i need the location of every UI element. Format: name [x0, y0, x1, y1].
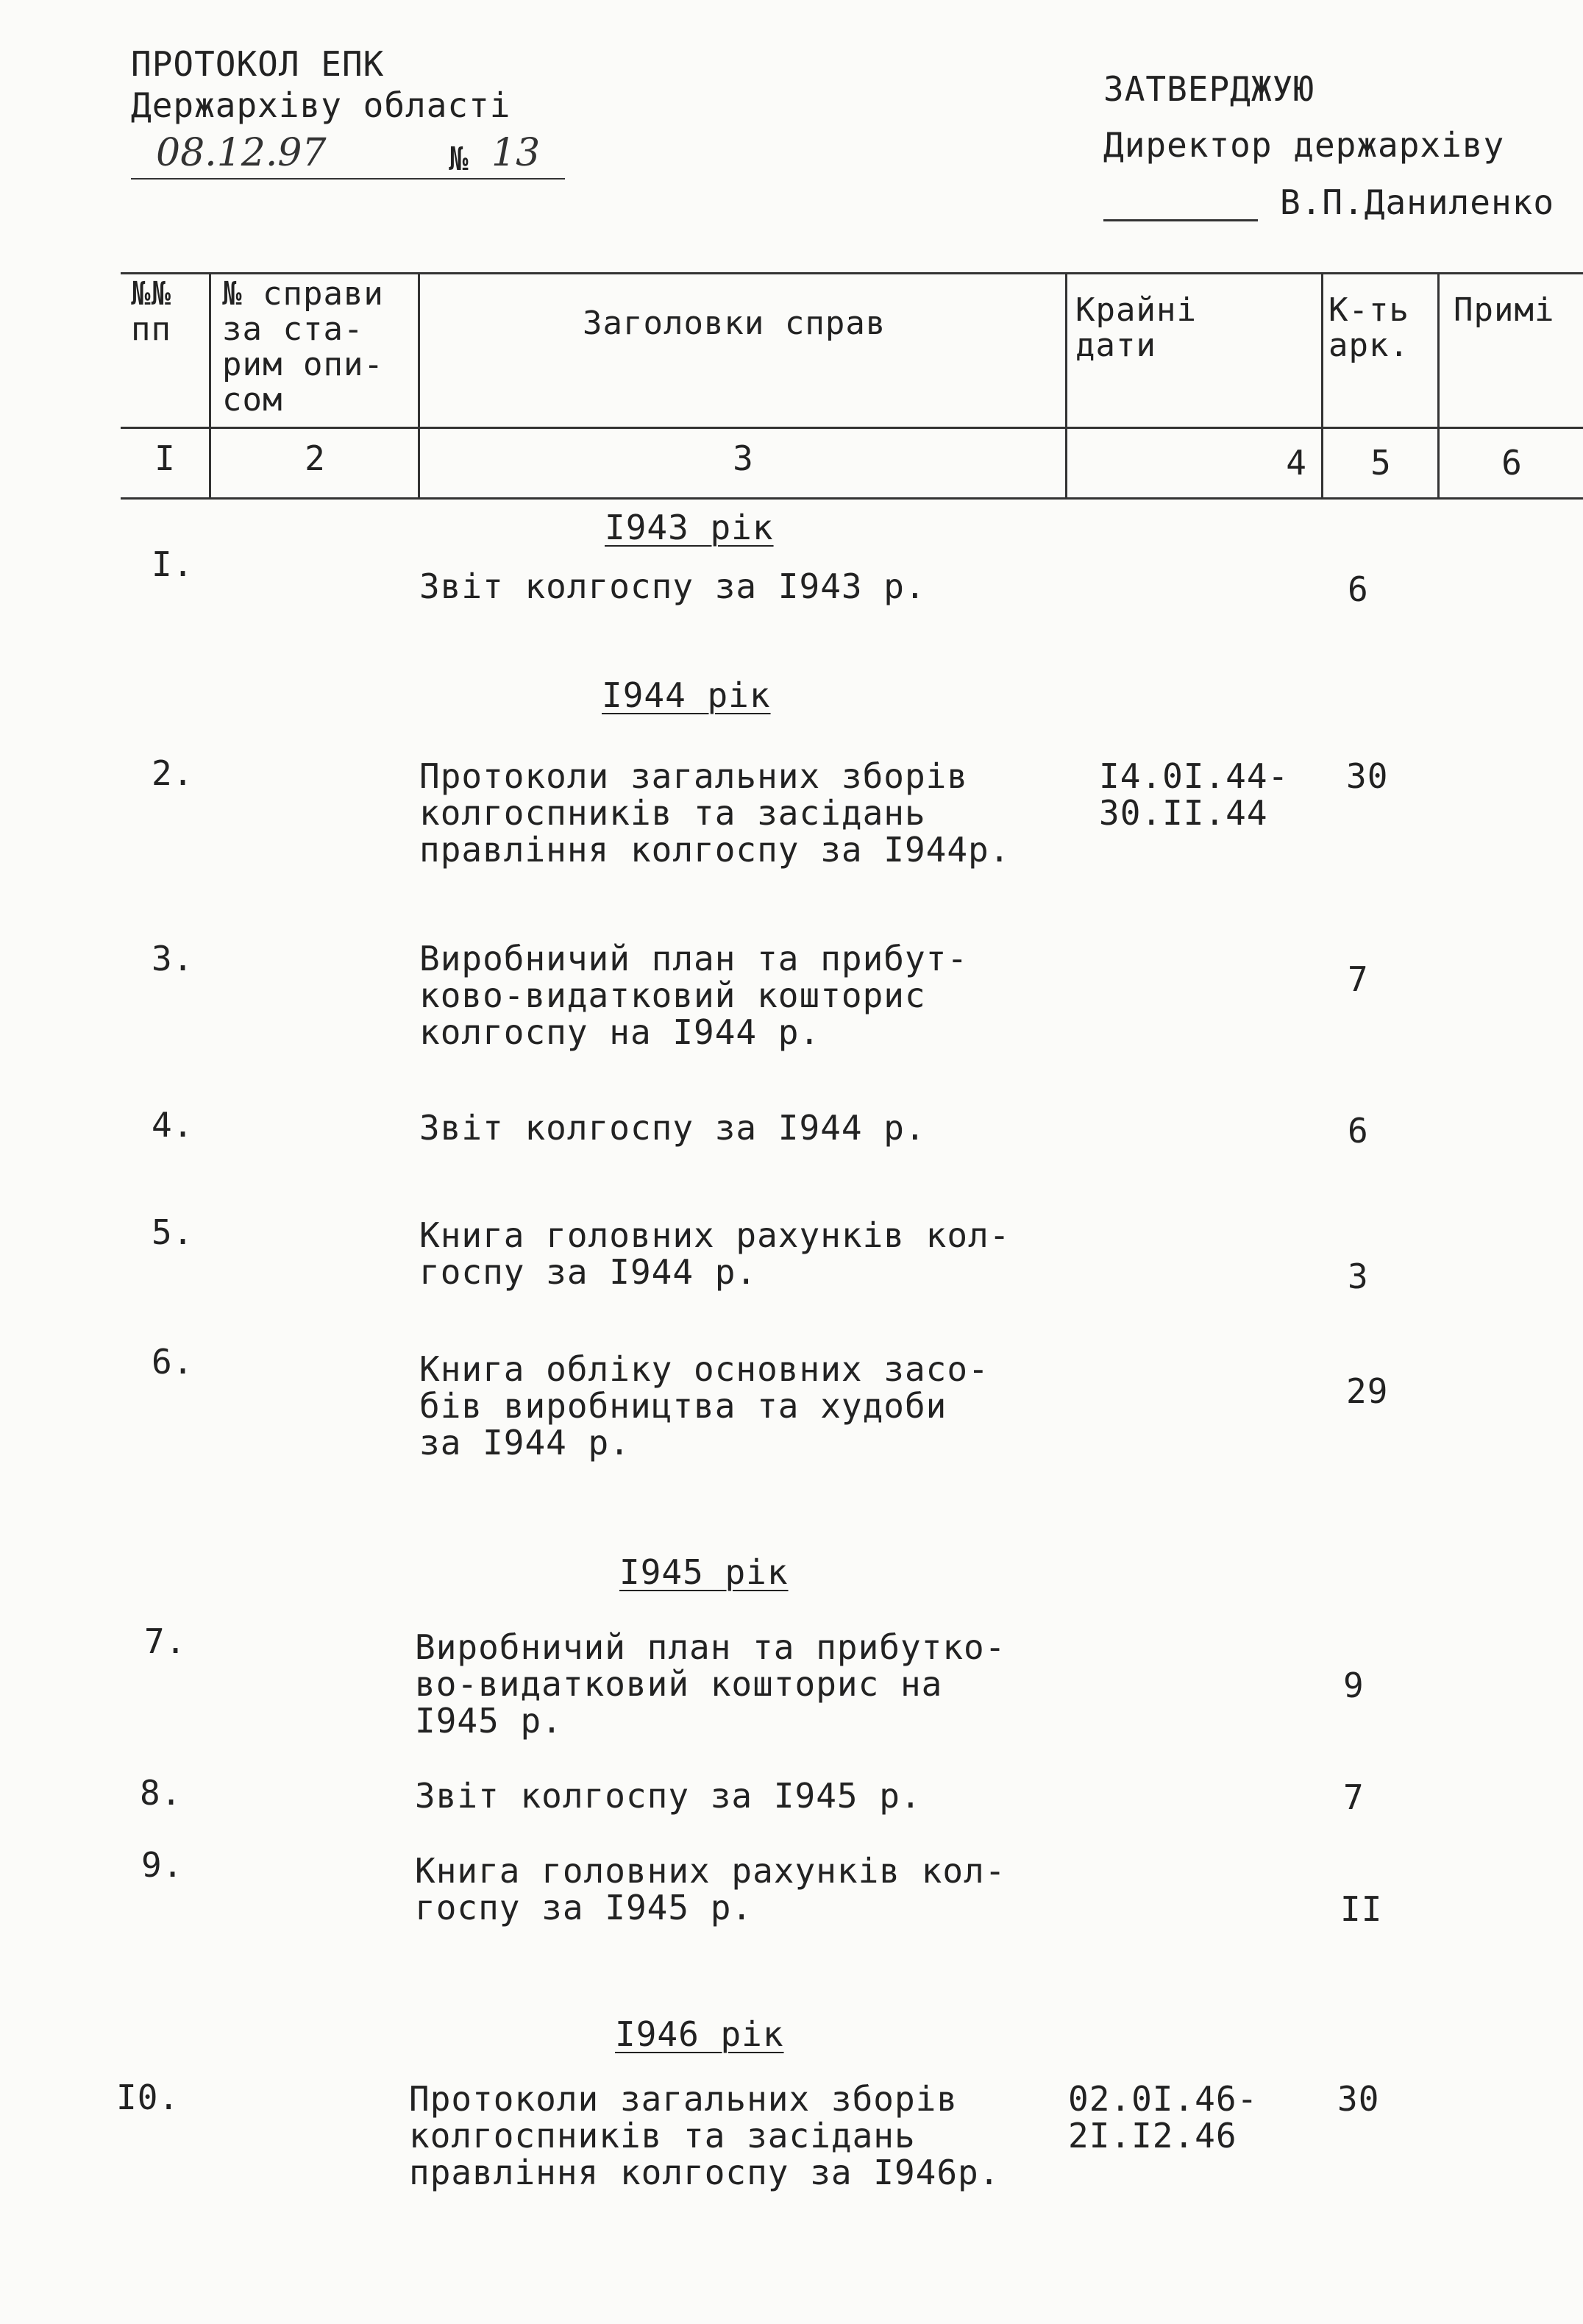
year-heading: I945 рік	[619, 1552, 789, 1592]
year-heading: I944 рік	[602, 675, 771, 715]
case-title: Звіт колгоспу за I943 р.	[419, 566, 926, 606]
table-header	[121, 272, 1583, 508]
row-number: 8.	[140, 1773, 182, 1813]
column-divider	[1437, 272, 1440, 499]
approval-signature-name: В.П.Даниленко	[1280, 182, 1555, 222]
sheet-count: 9	[1343, 1666, 1365, 1705]
protocol-number: 13	[491, 131, 541, 175]
row-number: 6.	[152, 1342, 194, 1382]
column-number: 3	[733, 438, 753, 478]
sheet-count: 6	[1348, 569, 1369, 609]
protocol-date-underline	[131, 178, 565, 180]
row-number: 9.	[141, 1845, 184, 1885]
column-number: 4	[1286, 443, 1306, 483]
column-divider	[418, 272, 420, 499]
column-number: 5	[1370, 443, 1391, 483]
row-number: 7.	[144, 1621, 187, 1661]
case-title: Виробничий план та прибут- ково-видатковий кошторис колгоспу на I944 р.	[419, 939, 969, 1052]
sheet-count: II	[1340, 1889, 1383, 1929]
row-number: 5.	[152, 1212, 194, 1252]
sheet-count: 30	[1346, 756, 1389, 796]
case-title: Протоколи загальних зборів колгоспників та засідань правління колгоспу за I946р.	[409, 2079, 1000, 2192]
case-title: Книга головних рахунків кол- госпу за I945 р.	[415, 1851, 1006, 1927]
table-bottom-rule	[121, 497, 1583, 500]
date-range: I4.0I.44- 30.II.44	[1099, 756, 1289, 833]
date-range: 02.0I.46- 2I.I2.46	[1068, 2079, 1259, 2156]
table-mid-rule	[121, 427, 1583, 429]
case-title: Звіт колгоспу за I944 р.	[419, 1108, 926, 1148]
column-divider	[1321, 272, 1323, 499]
row-number: I0.	[116, 2078, 180, 2117]
protocol-title: ПРОТОКОЛ ЕПК	[131, 44, 385, 84]
protocol-date: 08.12.97	[156, 131, 327, 175]
column-header-case-titles: Заголовки справ	[583, 305, 886, 342]
column-divider	[209, 272, 211, 499]
case-title: Звіт колгоспу за I945 р.	[415, 1776, 922, 1816]
signature-line	[1103, 219, 1258, 221]
sheet-count: 3	[1348, 1257, 1369, 1296]
row-number: 4.	[152, 1105, 194, 1145]
column-divider	[1065, 272, 1067, 499]
column-header-old-case-number: № справи за ста- рим опи- сом	[222, 275, 384, 419]
year-heading: I943 рік	[605, 508, 774, 547]
sheet-count: 7	[1348, 959, 1369, 999]
case-title: Виробничий план та прибутко- во-видатковий кошторис на I945 р.	[415, 1627, 1006, 1741]
sheet-count: 29	[1346, 1371, 1389, 1411]
case-title: Протоколи загальних зборів колгоспників та засідань правління колгоспу за I944р.	[419, 756, 1011, 870]
column-header-sheet-count: К-ть арк.	[1328, 291, 1409, 364]
row-number: 3.	[152, 939, 194, 978]
protocol-number-label: №	[449, 141, 469, 178]
column-header-date-range: Крайні дати	[1075, 291, 1197, 364]
column-header-row-number: №№ пп	[131, 275, 171, 348]
approval-position: Директор держархіву	[1103, 125, 1505, 165]
column-header-notes: Примі	[1454, 291, 1555, 329]
year-heading: I946 рік	[615, 2014, 784, 2054]
column-number: 6	[1501, 443, 1522, 483]
sheet-count: 6	[1348, 1111, 1369, 1151]
case-title: Книга обліку основних засо- бів виробництва та худоби за I944 р.	[419, 1349, 989, 1463]
row-number: 2.	[152, 753, 194, 793]
approval-title: ЗАТВЕРДЖУЮ	[1103, 69, 1315, 109]
case-title: Книга головних рахунків кол- госпу за I944 р.	[419, 1215, 1011, 1292]
table-top-rule	[121, 272, 1583, 274]
sheet-count: 30	[1337, 2079, 1380, 2119]
column-number: 2	[305, 438, 325, 478]
sheet-count: 7	[1343, 1777, 1365, 1817]
column-number: I	[154, 438, 175, 478]
protocol-archive: Держархіву області	[131, 85, 511, 125]
row-number: I.	[152, 544, 194, 584]
